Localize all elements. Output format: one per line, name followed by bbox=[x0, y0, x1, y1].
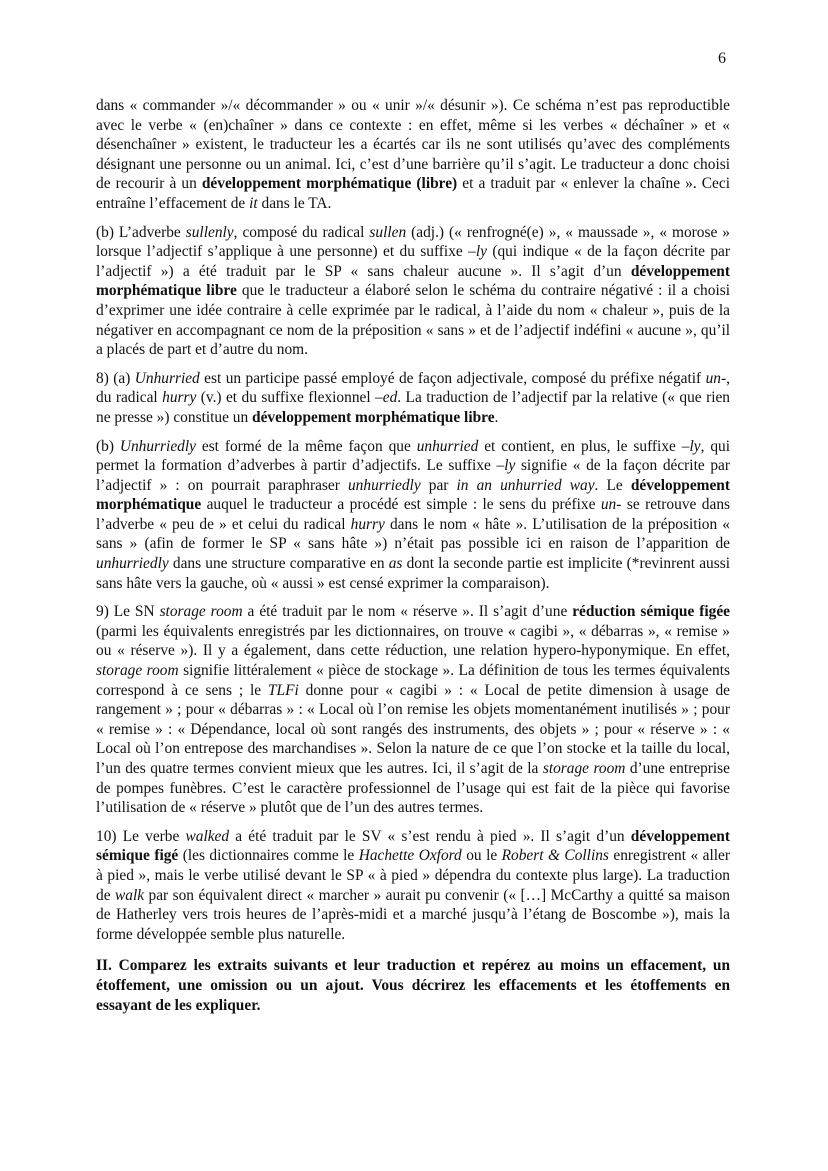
italic-term: ly bbox=[689, 437, 701, 455]
text-run: signifie « de la façon décrite par l’adjectif » : on pourrait paraphraser bbox=[96, 457, 730, 494]
page-number: 6 bbox=[718, 50, 726, 67]
italic-term: storage room bbox=[542, 760, 626, 777]
text-run: auquel le traducteur a procédé est simple : le sens du préfixe bbox=[201, 496, 601, 514]
italic-term: hurry bbox=[162, 389, 197, 407]
text-run: dans « commander »/« décommander » ou « unir »/« désunir »). Ce schéma n’est pas reproductible avec le verbe « (en)chaîner » dans ce contexte : en effet, même si les verbes « déchaîner » et « désenchaîner » existent, le traducteur les a écartés car ils ne sont utilisés qu’avec des compléments désignant une personne ou un animal. Ici, c’est d’une barrière qu’il s’agit. Le traducteur a donc choisi de recourir à un bbox=[96, 97, 730, 193]
text-run: d’une entreprise de pompes funèbres. C’est le caractère professionnel de l’usage qui est fait de la pièce qui favorise l’utilisation de « réserve » plutôt que de l’un des autres termes. bbox=[96, 760, 730, 817]
italic-term: Robert & Collins bbox=[501, 847, 609, 865]
text-run: et a traduit par « enlever la chaîne ». Ceci entraîne l’effacement de bbox=[96, 175, 730, 212]
text-run: enregistrent « aller à pied », mais le verbe utilisé devant le SP « à pied » dépendra du contexte plus large). La traduction de bbox=[96, 847, 730, 904]
text-run: 8) (a) bbox=[96, 369, 135, 387]
italic-term: sullen bbox=[369, 223, 407, 241]
text-run: (b) L’adverbe bbox=[96, 223, 186, 241]
italic-term: ly bbox=[475, 243, 487, 261]
text-run: dans le nom « hâte ». L’utilisation de la préposition « sans » (afin de former le SP « sans hâte ») n’était pas possible ici en raison de l’apparition de bbox=[96, 515, 730, 553]
text-run: ou le bbox=[461, 847, 502, 865]
paragraph bbox=[96, 827, 730, 945]
italic-term: walk bbox=[114, 886, 145, 904]
text-run: par bbox=[420, 476, 457, 494]
document-body bbox=[96, 96, 730, 1024]
text-run: est formé de la même façon que bbox=[195, 437, 417, 455]
text-run: (v.) et du suffixe flexionnel – bbox=[196, 389, 383, 407]
italic-term: walked bbox=[185, 827, 230, 845]
italic-term: as bbox=[388, 555, 403, 573]
paragraph bbox=[96, 437, 730, 594]
bold-term: développement sémique figé bbox=[96, 827, 730, 865]
italic-term: unhurriedly bbox=[96, 555, 169, 573]
text-run: (parmi les équivalents enregistrés par les dictionnaires, on trouve « cagibi », « débarras », « remise » ou « réserve »). Il y a également, dans cette réduction, une relation hypero-hyponymique. En effet, bbox=[96, 622, 730, 660]
text-run: se retrouve dans l’adverbe « peu de » et celui du radical bbox=[96, 496, 730, 533]
text-run: (qui indique « de la façon décrite par l’adjectif ») a été traduit par le SP « sans chaleur aucune ». Il s’agit d’un bbox=[96, 243, 731, 280]
italic-term: in an unhurried way bbox=[456, 476, 595, 494]
text-run: dont la seconde partie est implicite (*revinrent aussi sans hâte vers la gauche, où « aussi » est censé exprimer la comparaison). bbox=[96, 555, 731, 592]
italic-term: ed bbox=[382, 389, 398, 407]
text-run: , qui permet la formation d’adverbes à partir d’adjectifs. Le suffixe – bbox=[96, 437, 730, 475]
italic-term: storage room bbox=[96, 662, 179, 680]
bold-term: développement morphématique bbox=[96, 476, 730, 514]
text-run: (adj.) (« renfrogné(e) », « maussade », « morose » lorsque l’adjectif s’applique à une personne) et du suffixe – bbox=[96, 223, 730, 261]
text-run: . La traduction de l’adjectif par la relative (« que rien ne presse ») constitue un bbox=[96, 389, 730, 426]
paragraph bbox=[96, 602, 730, 818]
italic-term: it bbox=[249, 194, 258, 212]
italic-term: unhurried bbox=[416, 437, 479, 455]
text-run: . bbox=[494, 408, 499, 426]
text-run: , du radical bbox=[96, 369, 730, 407]
italic-term: hurry bbox=[350, 515, 385, 533]
italic-term: unhurriedly bbox=[347, 476, 421, 494]
text-run: dans une structure comparative en bbox=[168, 555, 389, 573]
paragraph bbox=[96, 223, 730, 360]
exercise-instruction bbox=[96, 956, 730, 1015]
text-run: signifie littéralement « pièce de stockage ». La définition de tous les termes équivalents correspond à ce sens ; le bbox=[96, 662, 730, 699]
text-run: (les dictionnaires comme le bbox=[178, 847, 359, 865]
italic-term: Unhurriedly bbox=[119, 437, 196, 455]
text-run: 10) Le verbe bbox=[96, 827, 186, 845]
italic-term: ly bbox=[504, 457, 516, 475]
bold-term: réduction sémique figée bbox=[572, 603, 730, 621]
italic-term: storage room bbox=[159, 603, 243, 621]
italic-term: Unhurried bbox=[134, 369, 200, 387]
italic-term: TLFi bbox=[267, 681, 299, 699]
italic-term: Hachette Oxford bbox=[358, 847, 462, 865]
italic-term: un- bbox=[600, 496, 622, 514]
text-run: que le traducteur a élaboré selon le schéma du contraire négativé : il a choisi d’exprimer une idée contraire à celle exprimée par le radical, à l’aide du nom « chaleur », puis de la négativer en accompagnant ce nom de la préposition « sans » et de l’adjectif indéfini « aucune », qu’il a placés de part et d’autre du nom. bbox=[96, 282, 730, 359]
text-run: est un participe passé employé de façon adjectivale, composé du préfixe négatif bbox=[199, 369, 706, 387]
bold-term: développement morphématique (libre) bbox=[201, 175, 458, 193]
text-run: . Le bbox=[594, 476, 631, 494]
text-run: 9) Le SN bbox=[96, 603, 160, 621]
text-run: , composé du radical bbox=[233, 223, 370, 241]
text-run: a été traduit par le SV « s’est rendu à pied ». Il s’agit d’un bbox=[229, 827, 631, 845]
italic-term: un- bbox=[705, 369, 727, 387]
text-run: dans le TA. bbox=[257, 194, 332, 212]
text-run: a été traduit par le nom « réserve ». Il s’agit d’une bbox=[242, 603, 573, 621]
text-run: donne pour « cagibi » : « Local de petite dimension à usage de rangement » ; pour « débarras » : « Local où l’on remise les objets momentanément inutilisés » ; pour « remise » : « Dépendance, local où sont rangés des instruments, des objets » ; pour « réserve » : « Local où l’on entrepose des marchandises ». Selon la nature de ce que l’on stocke et la taille du local, l’un des quatre termes convient mieux que les autres. Ici, il s’agit de la bbox=[96, 681, 730, 777]
paragraph bbox=[96, 369, 730, 428]
italic-term: sullenly bbox=[185, 223, 234, 241]
text-run: par son équivalent direct « marcher » aurait pu convenir (« […] McCarthy a quitté sa maison de Hatherley vers trois heures de l’après-midi et a marché jusqu’à l’étang de Boscombe »), mais la forme développée semble plus naturelle. bbox=[96, 886, 730, 943]
paragraph bbox=[96, 96, 730, 214]
bold-term: développement morphématique libre bbox=[96, 262, 730, 300]
bold-term: développement morphématique libre bbox=[252, 408, 495, 426]
text-run: II. Comparez les extraits suivants et leur traduction et repérez au moins un effacement, un étoffement, une omission ou un ajout. Vous décrirez les effacements et les étoffements en essayant de les expliquer. bbox=[96, 957, 730, 1014]
text-run: (b) bbox=[96, 437, 120, 455]
text-run: et contient, en plus, le suffixe – bbox=[478, 437, 690, 455]
